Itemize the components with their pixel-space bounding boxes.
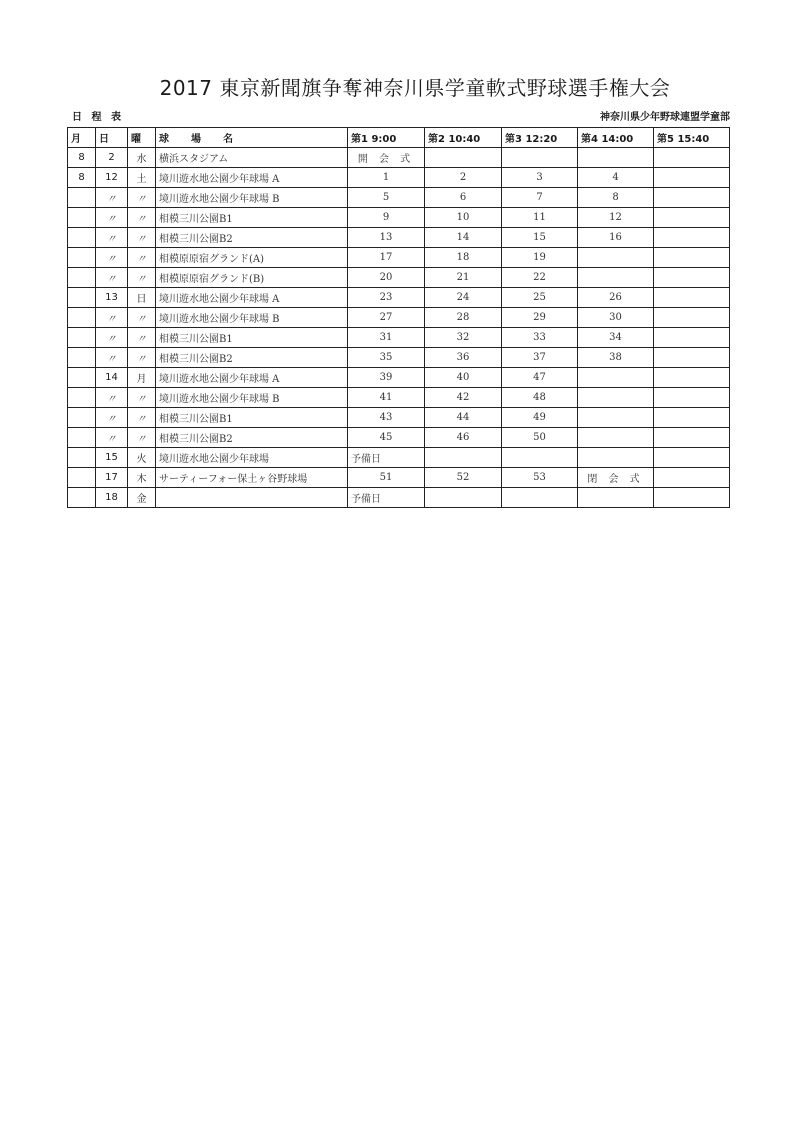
slot-4-cell: 26 bbox=[578, 288, 654, 308]
slot-1-cell: 31 bbox=[348, 328, 425, 348]
header-weekday: 曜 bbox=[128, 128, 156, 148]
slot-4-cell bbox=[578, 248, 654, 268]
slot-4-cell: 16 bbox=[578, 228, 654, 248]
slot-2-cell: 14 bbox=[425, 228, 502, 248]
day-cell: 15 bbox=[96, 448, 128, 468]
day-cell: 〃 bbox=[96, 328, 128, 348]
table-row bbox=[68, 148, 730, 168]
slot-3-cell: 47 bbox=[502, 368, 578, 388]
venue-cell: 境川遊水地公園少年球場 B bbox=[156, 308, 348, 328]
weekday-cell: 〃 bbox=[128, 268, 156, 288]
slot-5-cell bbox=[654, 468, 730, 488]
venue-cell: 相模三川公園B2 bbox=[156, 228, 348, 248]
slot-2-cell: 40 bbox=[425, 368, 502, 388]
table-row bbox=[68, 328, 730, 348]
schedule-table bbox=[67, 127, 730, 508]
slot-2-cell: 52 bbox=[425, 468, 502, 488]
slot-5-cell bbox=[654, 168, 730, 188]
month-cell bbox=[68, 228, 96, 248]
weekday-cell: 木 bbox=[128, 468, 156, 488]
slot-3-cell: 50 bbox=[502, 428, 578, 448]
month-cell bbox=[68, 348, 96, 368]
slot-1-cell: 45 bbox=[348, 428, 425, 448]
slot-5-cell bbox=[654, 388, 730, 408]
weekday-cell: 〃 bbox=[128, 388, 156, 408]
slot-3-cell: 29 bbox=[502, 308, 578, 328]
day-cell: 〃 bbox=[96, 228, 128, 248]
slot-1-cell: 1 bbox=[348, 168, 425, 188]
slot-3-cell: 22 bbox=[502, 268, 578, 288]
month-cell bbox=[68, 268, 96, 288]
weekday-cell: 〃 bbox=[128, 328, 156, 348]
day-cell: 〃 bbox=[96, 248, 128, 268]
slot-1-cell: 27 bbox=[348, 308, 425, 328]
slot-3-cell: 53 bbox=[502, 468, 578, 488]
slot-4-cell bbox=[578, 368, 654, 388]
venue-cell: 境川遊水地公園少年球場 bbox=[156, 448, 348, 468]
venue-cell: 相模三川公園B2 bbox=[156, 428, 348, 448]
slot-5-cell bbox=[654, 488, 730, 508]
venue-cell bbox=[156, 488, 348, 508]
table-row bbox=[68, 228, 730, 248]
weekday-cell: 日 bbox=[128, 288, 156, 308]
slot-2-cell bbox=[425, 488, 502, 508]
slot-1-cell: 43 bbox=[348, 408, 425, 428]
month-cell bbox=[68, 428, 96, 448]
slot-4-cell bbox=[578, 148, 654, 168]
venue-cell: 境川遊水地公園少年球場 A bbox=[156, 168, 348, 188]
slot-5-cell bbox=[654, 408, 730, 428]
table-row bbox=[68, 408, 730, 428]
month-cell: 8 bbox=[68, 148, 96, 168]
slot-5-cell bbox=[654, 328, 730, 348]
slot-1-cell: 予備日 bbox=[348, 488, 425, 508]
table-row bbox=[68, 248, 730, 268]
slot-5-cell bbox=[654, 248, 730, 268]
venue-cell: 相模三川公園B1 bbox=[156, 408, 348, 428]
slot-4-cell bbox=[578, 428, 654, 448]
slot-2-cell: 10 bbox=[425, 208, 502, 228]
slot-3-cell: 49 bbox=[502, 408, 578, 428]
slot-1-cell: 35 bbox=[348, 348, 425, 368]
month-cell bbox=[68, 388, 96, 408]
day-cell: 〃 bbox=[96, 348, 128, 368]
weekday-cell: 〃 bbox=[128, 408, 156, 428]
slot-5-cell bbox=[654, 228, 730, 248]
slot-4-cell bbox=[578, 448, 654, 468]
slot-2-cell: 24 bbox=[425, 288, 502, 308]
slot-4-cell: 38 bbox=[578, 348, 654, 368]
document-title bbox=[0, 72, 800, 101]
organizer-label: 神奈川県少年野球連盟学童部 bbox=[600, 112, 730, 123]
slot-4-cell bbox=[578, 408, 654, 428]
weekday-cell: 〃 bbox=[128, 428, 156, 448]
day-cell: 13 bbox=[96, 288, 128, 308]
day-cell: 〃 bbox=[96, 208, 128, 228]
header-slot-3: 第3 12:20 bbox=[502, 128, 578, 148]
venue-cell: 横浜スタジアム bbox=[156, 148, 348, 168]
slot-2-cell: 32 bbox=[425, 328, 502, 348]
slot-2-cell: 2 bbox=[425, 168, 502, 188]
slot-5-cell bbox=[654, 428, 730, 448]
slot-4-cell: 閉 会 式 bbox=[578, 468, 654, 488]
month-cell bbox=[68, 468, 96, 488]
weekday-cell: 月 bbox=[128, 368, 156, 388]
slot-3-cell: 19 bbox=[502, 248, 578, 268]
slot-1-cell: 23 bbox=[348, 288, 425, 308]
slot-5-cell bbox=[654, 208, 730, 228]
table-row bbox=[68, 488, 730, 508]
weekday-cell: 〃 bbox=[128, 348, 156, 368]
slot-2-cell bbox=[425, 448, 502, 468]
day-cell: 〃 bbox=[96, 308, 128, 328]
slot-5-cell bbox=[654, 268, 730, 288]
slot-4-cell: 34 bbox=[578, 328, 654, 348]
slot-1-cell: 9 bbox=[348, 208, 425, 228]
month-cell bbox=[68, 288, 96, 308]
slot-5-cell bbox=[654, 148, 730, 168]
day-cell: 〃 bbox=[96, 188, 128, 208]
month-cell: 8 bbox=[68, 168, 96, 188]
slot-4-cell bbox=[578, 268, 654, 288]
day-cell: 17 bbox=[96, 468, 128, 488]
slot-5-cell bbox=[654, 368, 730, 388]
slot-1-cell: 5 bbox=[348, 188, 425, 208]
weekday-cell: 土 bbox=[128, 168, 156, 188]
month-cell bbox=[68, 408, 96, 428]
slot-3-cell bbox=[502, 448, 578, 468]
slot-2-cell: 46 bbox=[425, 428, 502, 448]
slot-3-cell bbox=[502, 148, 578, 168]
slot-2-cell: 42 bbox=[425, 388, 502, 408]
weekday-cell: 火 bbox=[128, 448, 156, 468]
table-row bbox=[68, 208, 730, 228]
slot-3-cell: 48 bbox=[502, 388, 578, 408]
slot-5-cell bbox=[654, 288, 730, 308]
table-row bbox=[68, 428, 730, 448]
slot-1-cell: 39 bbox=[348, 368, 425, 388]
venue-cell: サーティーフォー保土ヶ谷野球場 bbox=[156, 468, 348, 488]
header-month: 月 bbox=[68, 128, 96, 148]
title-text: 2017 東京新聞旗争奪神奈川県学童軟式野球選手権大会 bbox=[159, 76, 671, 100]
venue-cell: 相模三川公園B1 bbox=[156, 328, 348, 348]
slot-3-cell: 15 bbox=[502, 228, 578, 248]
day-cell: 〃 bbox=[96, 428, 128, 448]
day-cell: 18 bbox=[96, 488, 128, 508]
slot-2-cell: 44 bbox=[425, 408, 502, 428]
day-cell: 〃 bbox=[96, 408, 128, 428]
venue-cell: 境川遊水地公園少年球場 B bbox=[156, 188, 348, 208]
slot-4-cell: 30 bbox=[578, 308, 654, 328]
month-cell bbox=[68, 488, 96, 508]
table-row bbox=[68, 448, 730, 468]
weekday-cell: 水 bbox=[128, 148, 156, 168]
slot-3-cell: 33 bbox=[502, 328, 578, 348]
slot-2-cell: 21 bbox=[425, 268, 502, 288]
slot-2-cell: 18 bbox=[425, 248, 502, 268]
slot-5-cell bbox=[654, 448, 730, 468]
table-row bbox=[68, 188, 730, 208]
slot-3-cell: 11 bbox=[502, 208, 578, 228]
slot-2-cell: 28 bbox=[425, 308, 502, 328]
schedule-label: 日 程 表 bbox=[72, 112, 124, 123]
slot-3-cell: 7 bbox=[502, 188, 578, 208]
header-slot-5: 第5 15:40 bbox=[654, 128, 730, 148]
table-row bbox=[68, 348, 730, 368]
day-cell: 14 bbox=[96, 368, 128, 388]
slot-1-cell: 13 bbox=[348, 228, 425, 248]
venue-cell: 境川遊水地公園少年球場 A bbox=[156, 368, 348, 388]
header-row bbox=[68, 128, 730, 148]
table-row bbox=[68, 168, 730, 188]
slot-5-cell bbox=[654, 308, 730, 328]
weekday-cell: 〃 bbox=[128, 188, 156, 208]
month-cell bbox=[68, 308, 96, 328]
slot-2-cell: 36 bbox=[425, 348, 502, 368]
month-cell bbox=[68, 368, 96, 388]
header-slot-4: 第4 14:00 bbox=[578, 128, 654, 148]
slot-2-cell: 6 bbox=[425, 188, 502, 208]
table-row bbox=[68, 368, 730, 388]
slot-1-cell: 51 bbox=[348, 468, 425, 488]
header-slot-1: 第1 9:00 bbox=[348, 128, 425, 148]
day-cell: 12 bbox=[96, 168, 128, 188]
slot-3-cell: 3 bbox=[502, 168, 578, 188]
slot-5-cell bbox=[654, 188, 730, 208]
venue-cell: 相模三川公園B2 bbox=[156, 348, 348, 368]
month-cell bbox=[68, 188, 96, 208]
slot-1-cell: 41 bbox=[348, 388, 425, 408]
slot-3-cell bbox=[502, 488, 578, 508]
month-cell bbox=[68, 208, 96, 228]
month-cell bbox=[68, 448, 96, 468]
month-cell bbox=[68, 328, 96, 348]
table-row bbox=[68, 388, 730, 408]
slot-1-cell: 開 会 式 bbox=[348, 148, 425, 168]
weekday-cell: 金 bbox=[128, 488, 156, 508]
slot-3-cell: 37 bbox=[502, 348, 578, 368]
slot-4-cell: 4 bbox=[578, 168, 654, 188]
weekday-cell: 〃 bbox=[128, 248, 156, 268]
slot-1-cell: 予備日 bbox=[348, 448, 425, 468]
venue-cell: 相模三川公園B1 bbox=[156, 208, 348, 228]
header-venue: 球場名 bbox=[156, 128, 348, 148]
table-row bbox=[68, 288, 730, 308]
header-day: 日 bbox=[96, 128, 128, 148]
slot-2-cell bbox=[425, 148, 502, 168]
slot-3-cell: 25 bbox=[502, 288, 578, 308]
venue-cell: 相模原原宿グランド(B) bbox=[156, 268, 348, 288]
slot-4-cell: 8 bbox=[578, 188, 654, 208]
slot-1-cell: 17 bbox=[348, 248, 425, 268]
slot-1-cell: 20 bbox=[348, 268, 425, 288]
slot-5-cell bbox=[654, 348, 730, 368]
schedule-body bbox=[68, 148, 730, 508]
table-row bbox=[68, 468, 730, 488]
venue-cell: 境川遊水地公園少年球場 B bbox=[156, 388, 348, 408]
slot-4-cell: 12 bbox=[578, 208, 654, 228]
day-cell: 〃 bbox=[96, 388, 128, 408]
weekday-cell: 〃 bbox=[128, 308, 156, 328]
weekday-cell: 〃 bbox=[128, 228, 156, 248]
table-row bbox=[68, 268, 730, 288]
month-cell bbox=[68, 248, 96, 268]
venue-cell: 境川遊水地公園少年球場 A bbox=[156, 288, 348, 308]
weekday-cell: 〃 bbox=[128, 208, 156, 228]
day-cell: 2 bbox=[96, 148, 128, 168]
slot-4-cell bbox=[578, 488, 654, 508]
table-row bbox=[68, 308, 730, 328]
venue-cell: 相模原原宿グランド(A) bbox=[156, 248, 348, 268]
day-cell: 〃 bbox=[96, 268, 128, 288]
header-slot-2: 第2 10:40 bbox=[425, 128, 502, 148]
slot-4-cell bbox=[578, 388, 654, 408]
